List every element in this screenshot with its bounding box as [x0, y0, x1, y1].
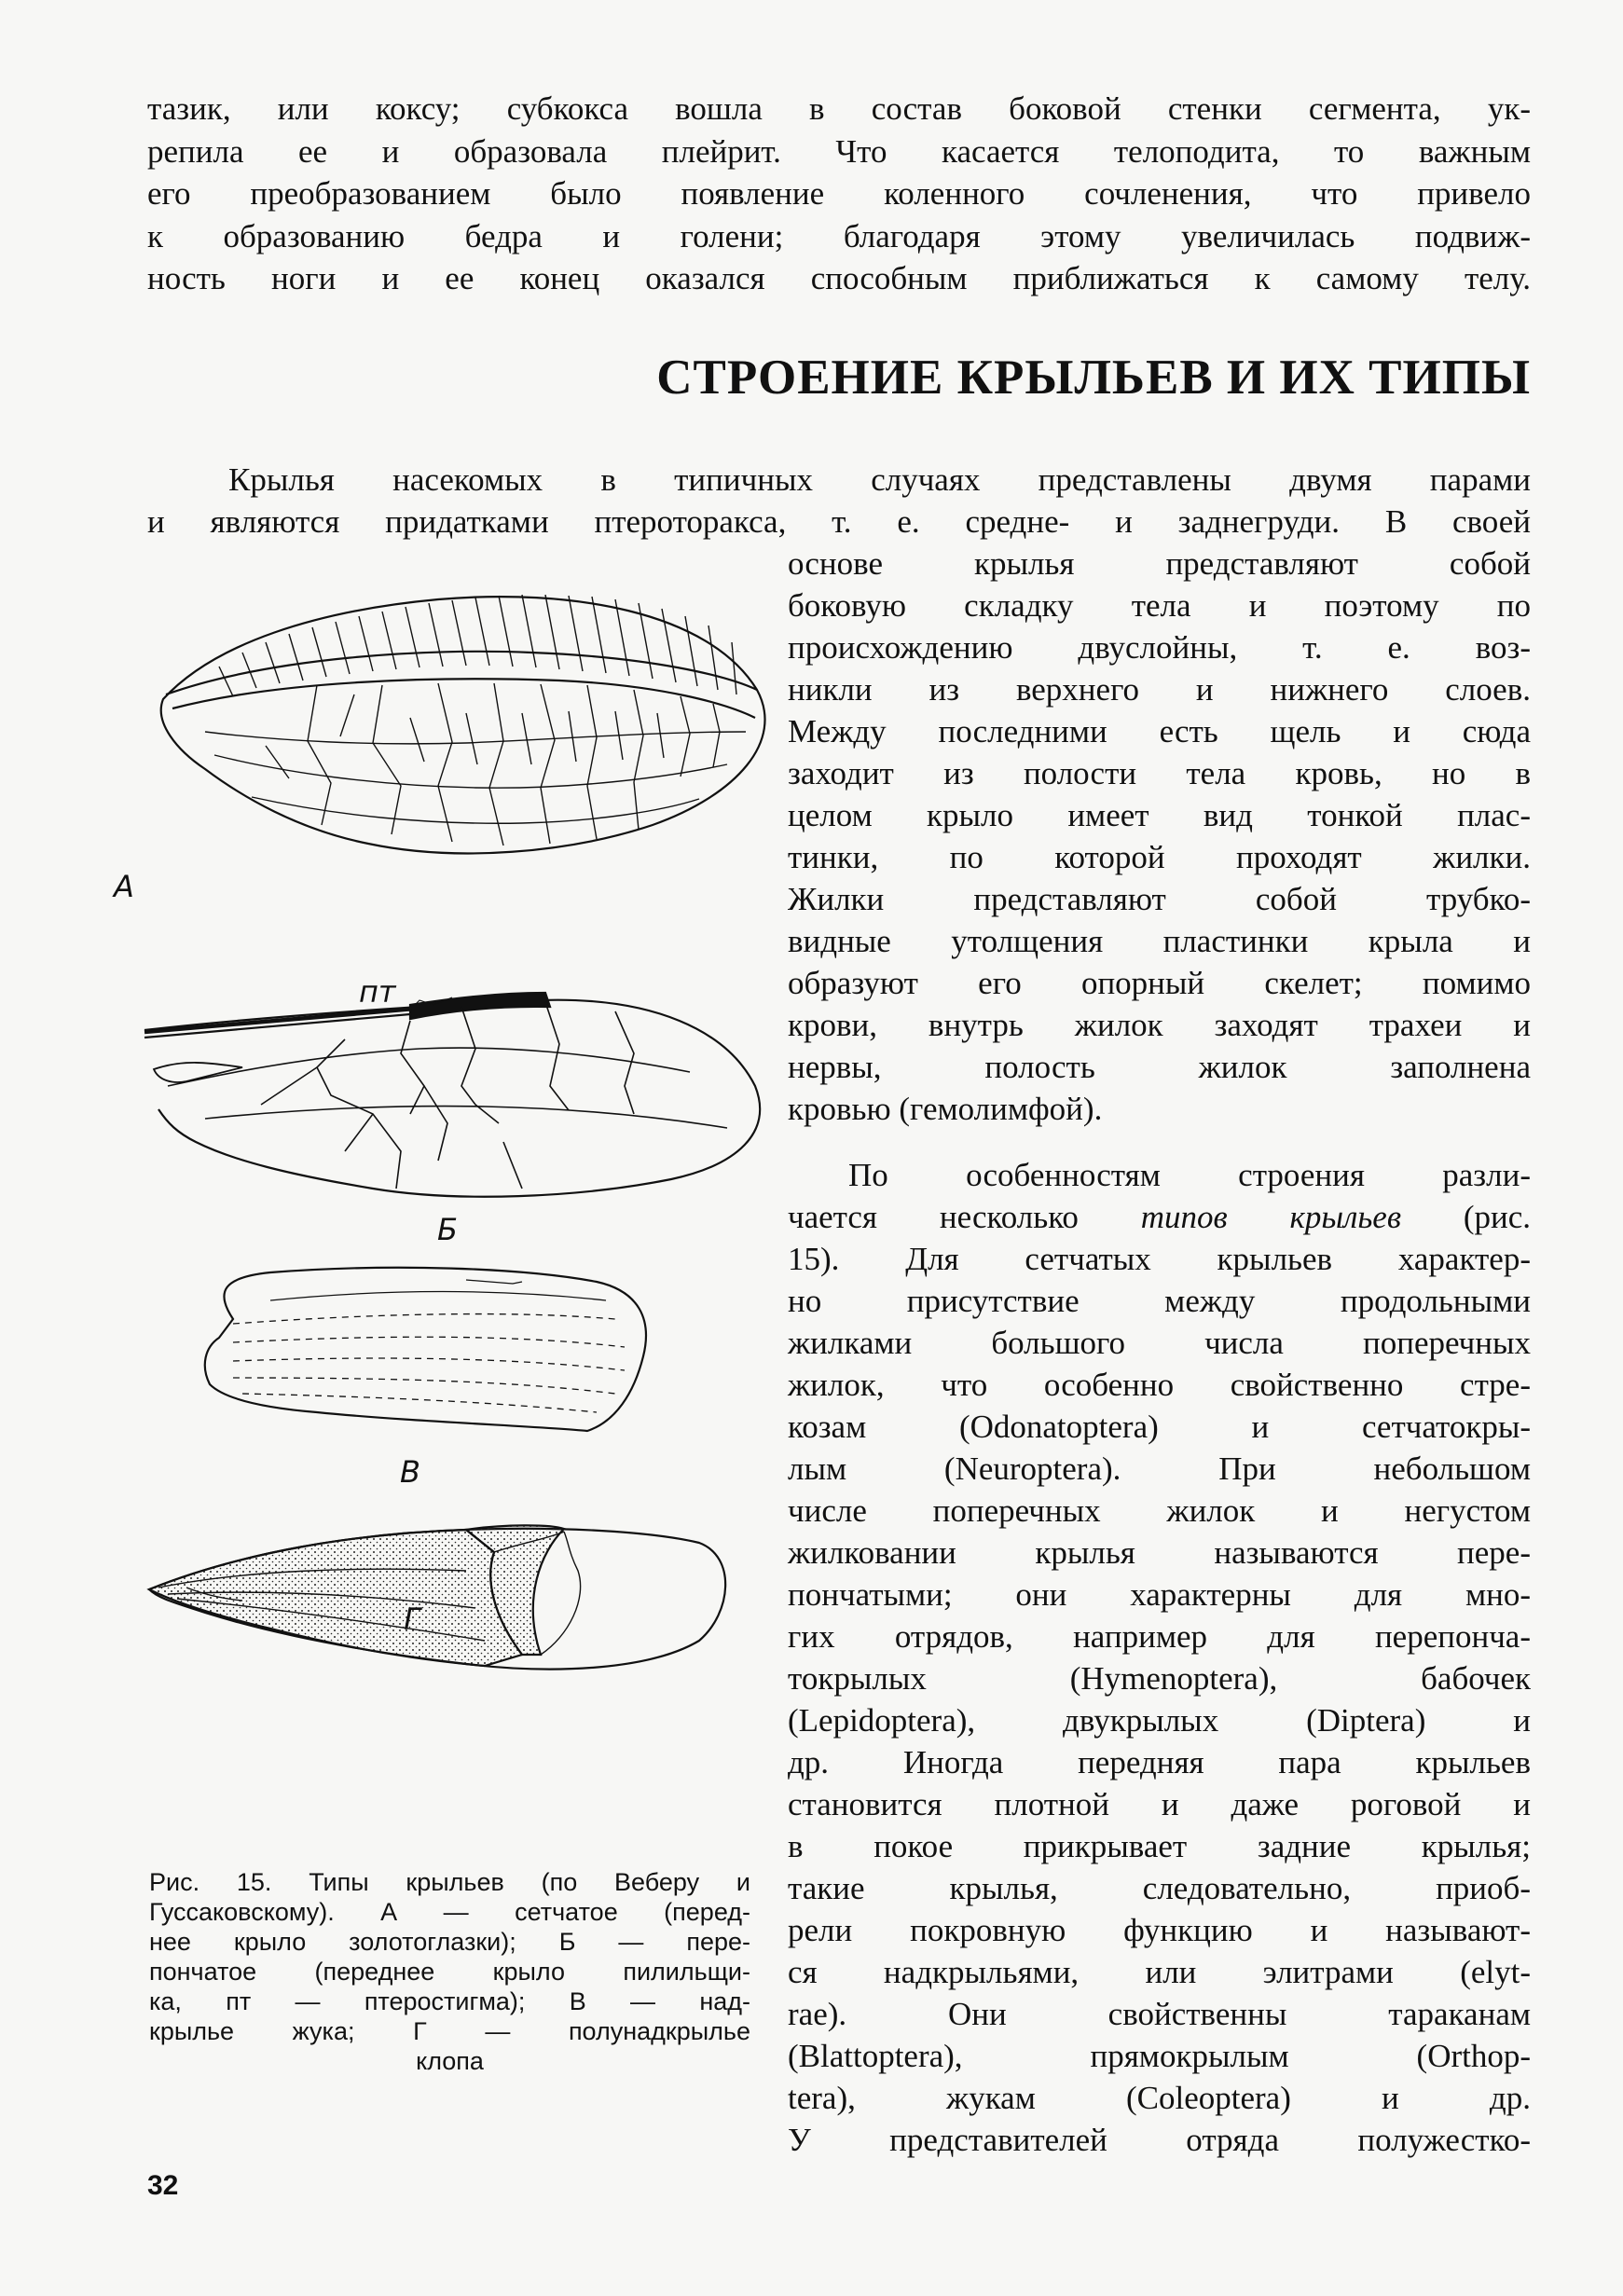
text-line: По особенностям строения разли- [848, 1157, 1531, 1193]
wing-v-label: В [400, 1454, 420, 1490]
text-line: но присутствие между продольными [788, 1283, 1531, 1319]
text-line: (Lepidoptera), двукрылых (Diptera) и [788, 1702, 1531, 1739]
text-line: тазик, или коксу; субкокса вошла в состав боковой стенки сегмента, ук- [147, 90, 1531, 127]
text-line: жилками большого числа поперечных [788, 1325, 1531, 1361]
text-line: тинки, по которой проходят жилки. [788, 839, 1531, 875]
text-line: Крылья насекомых в типичных случаях представлены двумя парами [228, 461, 1531, 498]
text-line: основе крылья представляют собой [788, 545, 1531, 582]
caption-line: Гуссаковскому). А — сетчатое (перед- [149, 1898, 750, 1926]
text-line: заходит из полости тела кровь, но в [788, 755, 1531, 791]
wing-b-label: Б [437, 1212, 458, 1247]
text-line: жилок, что особенно свойственно стре- [788, 1367, 1531, 1403]
wing-g-hemelytron [149, 1525, 725, 1669]
section-title: СТРОЕНИЕ КРЫЛЬЕВ И ИХ ТИПЫ [656, 351, 1531, 405]
caption-line: клопа [416, 2047, 484, 2075]
figure-caption [149, 1867, 750, 2076]
text-line: У представителей отряда полужестко- [788, 2122, 1531, 2158]
text-line: rae). Они свойственны тараканам [788, 1996, 1531, 2032]
text-line: репила ее и образовала плейрит. Что касается телоподита, то важным [147, 132, 1531, 170]
wing-g-label: Г [404, 1602, 420, 1637]
text-fragment: чается несколько [788, 1199, 1141, 1235]
pterostigma-label: пт [359, 974, 396, 1010]
text-line: Между последними есть щель и сюда [788, 713, 1531, 749]
text-line: жилковании крылья называются пере- [788, 1534, 1531, 1571]
text-line: пончатыми; они характерны для мно- [788, 1576, 1531, 1613]
text-line: крови, внутрь жилок заходят трахеи и [788, 1007, 1531, 1043]
caption-line: ка, пт — птеростигма); В — над- [149, 1987, 750, 2015]
text-line: рели покровную функцию и называют- [788, 1912, 1531, 1948]
text-line: в покое прикрывает задние крылья; [788, 1828, 1531, 1864]
text-line: становится плотной и даже роговой и [788, 1786, 1531, 1822]
text-line: к образованию бедра и голени; благодаря этому увеличилась подвиж- [147, 217, 1531, 254]
page-number: 32 [147, 2170, 179, 2201]
text-line: и являются придатками птероторакса, т. е. средне- и заднегруди. В своей [147, 503, 1531, 540]
emphasis-term: типов крыльев [1140, 1199, 1402, 1235]
wing-a-label: А [114, 869, 134, 904]
text-line: tera), жукам (Coleoptera) и др. [788, 2080, 1531, 2116]
caption-line: крылье жука; Г — полунадкрылье [149, 2017, 750, 2045]
text-line: Жилки представляют собой трубко- [788, 881, 1531, 917]
text-line: происхождению двуслойны, т. е. воз- [788, 629, 1531, 666]
figure-15 [114, 545, 774, 1836]
text-line: боковую складку тела и поэтому по [788, 587, 1531, 624]
caption-line: пончатое (переднее крыло пилильщи- [149, 1958, 750, 1986]
wing-a-net-veined [161, 595, 765, 853]
text-line: 15). Для сетчатых крыльев характер- [788, 1241, 1531, 1277]
wing-b-membranous [144, 993, 760, 1197]
text-line: никли из верхнего и нижнего слоев. [788, 671, 1531, 708]
text-line: токрылых (Hymenoptera), бабочек [788, 1660, 1531, 1697]
text-line: целом крыло имеет вид тонкой плас- [788, 797, 1531, 833]
text-line: такие крылья, следовательно, приоб- [788, 1870, 1531, 1906]
text-line: нервы, полость жилок заполнена [788, 1049, 1531, 1085]
text-line: ность ноги и ее конец оказался способным приближаться к самому телу. [147, 260, 1531, 296]
wing-v-elytron [205, 1268, 646, 1431]
text-line: кровью (гемолимфой). [788, 1091, 1103, 1127]
text-line: др. Иногда передняя пара крыльев [788, 1744, 1531, 1780]
text-line: его преобразованием было появление коленного сочленения, что привело [147, 175, 1531, 212]
text-fragment: (рис. [1401, 1199, 1532, 1235]
text-line: козам (Odonatoptera) и сетчатокры- [788, 1409, 1531, 1445]
text-line: числе поперечных жилок и негустом [788, 1492, 1531, 1529]
caption-line: нее крыло золотоглазки); Б — пере- [149, 1928, 750, 1956]
text-line: видные утолщения пластинки крыла и [788, 923, 1531, 959]
caption-line: Рис. 15. Типы крыльев (по Веберу и [149, 1868, 750, 1896]
text-line: гих отрядов, например для перепонча- [788, 1618, 1531, 1655]
text-line: ся надкрыльями, или элитрами (elyt- [788, 1954, 1531, 1990]
text-line [788, 1196, 1531, 1239]
text-line: (Blattoptera), прямокрылым (Orthop- [788, 2038, 1531, 2074]
text-line: образуют его опорный скелет; помимо [788, 965, 1531, 1001]
text-line: лым (Neuroptera). При небольшом [788, 1450, 1531, 1487]
wing-illustrations [114, 545, 774, 1836]
